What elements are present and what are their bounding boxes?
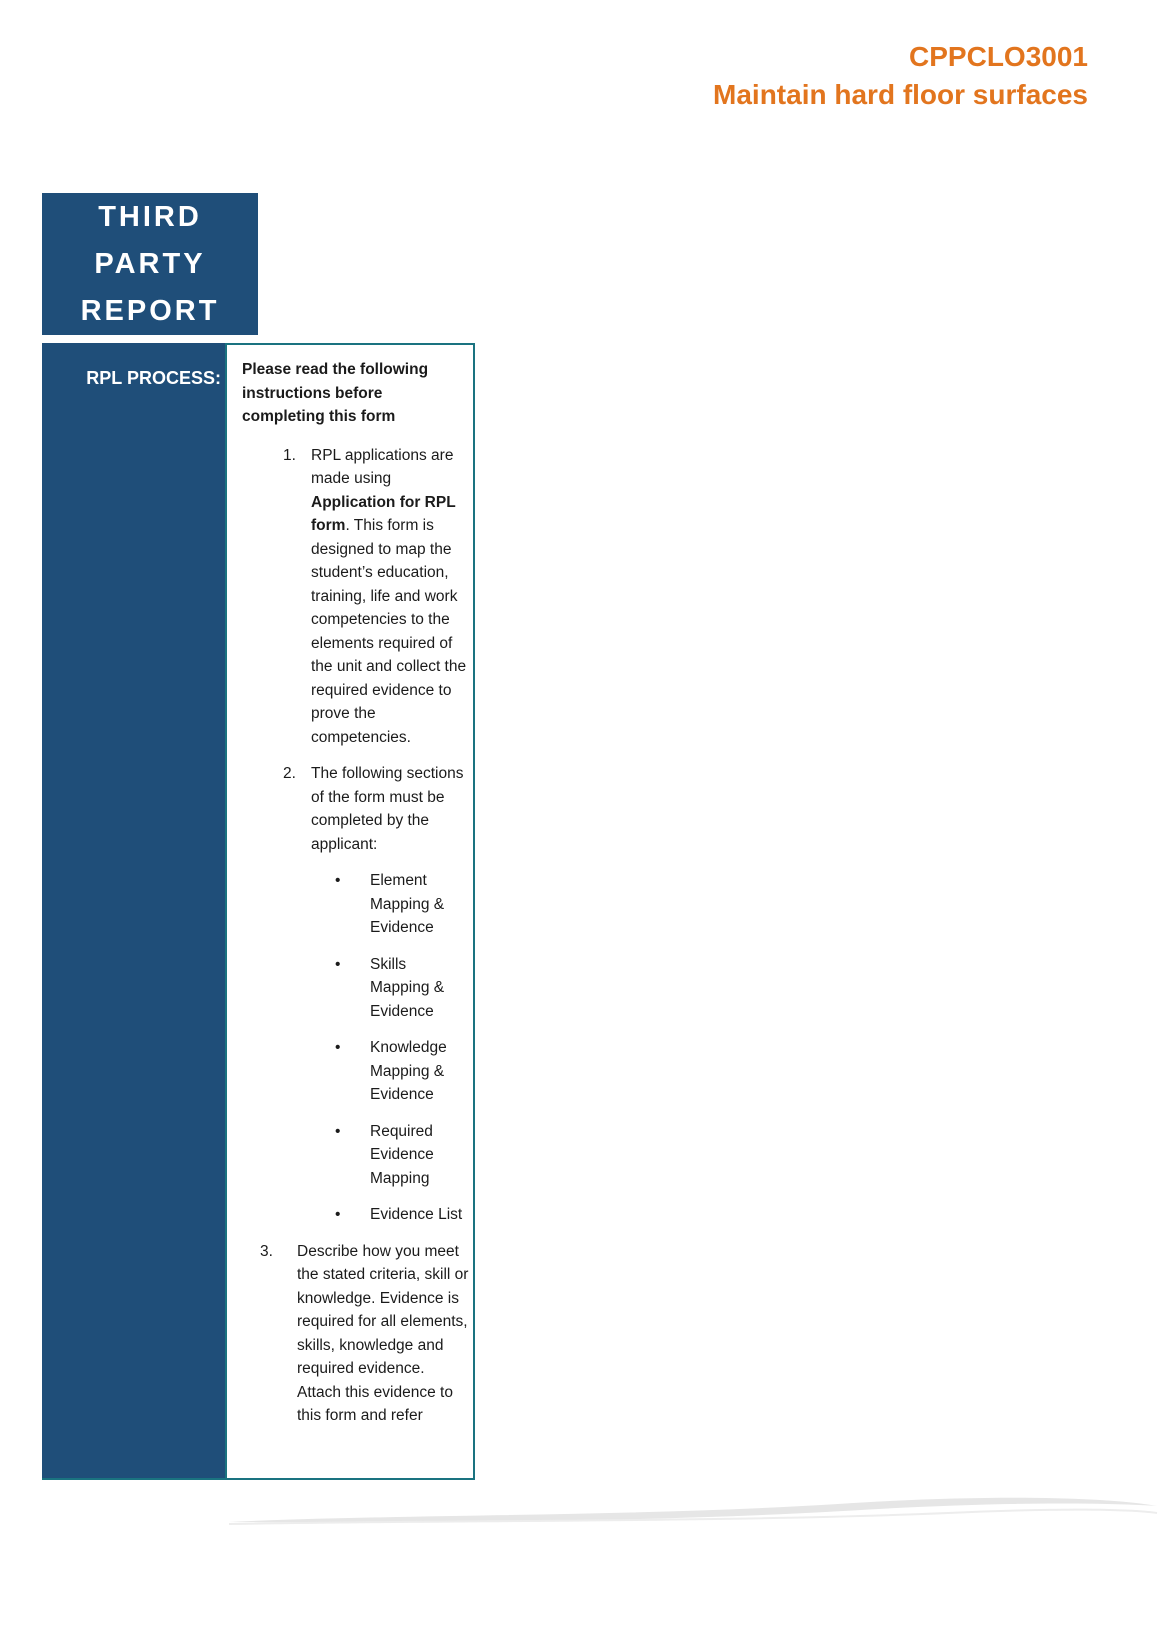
rpl-process-table (42, 343, 475, 1480)
unit-header (713, 38, 1088, 114)
bullet-marker: • (335, 1122, 341, 1140)
list-item (335, 1036, 469, 1107)
bullet-label: Knowledge Mapping & Evidence (370, 1039, 447, 1103)
list-item (335, 869, 469, 940)
form-sections-bullet-list (335, 869, 469, 1227)
item-text: Describe how you meet the stated criteria, skill or knowledge. Evidence is required for all elements, skills, knowledge and required evidence. Attach this evidence to this form and refer (297, 1242, 469, 1424)
bullet-label: Evidence List (370, 1206, 463, 1223)
numbered-item-2 (283, 762, 469, 856)
bullet-label: Skills Mapping & Evidence (370, 955, 445, 1020)
bullet-marker: • (335, 872, 341, 889)
item-text-run: . This form is designed to map the student’s education, training, life and work competencies to the elements required of the unit and collect the required evidence to prove the competencies. (311, 517, 467, 746)
decorative-swoosh (228, 1489, 1158, 1529)
banner-line-3: REPORT (80, 294, 220, 327)
bullet-label: Required Evidence Mapping (370, 1122, 434, 1187)
bullet-marker: • (335, 955, 341, 973)
item-number: 2. (283, 765, 296, 782)
numbered-item-1 (283, 444, 469, 750)
item-number: 3. (260, 1242, 273, 1260)
unit-title: Maintain hard floor surfaces (713, 79, 1088, 110)
banner-line-1: THIRD (98, 200, 202, 233)
item-number: 1. (283, 446, 296, 464)
instructions-heading: Please read the following instructions before completing this form (242, 361, 429, 425)
bullet-marker: • (335, 1039, 341, 1056)
list-item (335, 953, 469, 1024)
bullet-label: Element Mapping & Evidence (370, 872, 445, 936)
bullet-marker: • (335, 1206, 341, 1223)
item-text (311, 444, 469, 750)
list-item (335, 1120, 469, 1191)
third-party-report-banner (42, 193, 258, 335)
item-text-run: RPL applications are made using (311, 446, 454, 487)
rpl-process-label: RPL PROCESS: (86, 368, 221, 388)
instructions-cell (225, 343, 475, 1480)
item-text: The following sections of the form must be completed by the applicant: (311, 765, 464, 853)
banner-line-2: PARTY (94, 247, 206, 280)
numbered-item-3 (260, 1240, 469, 1428)
item-text-bold-run: Application for RPL form (311, 493, 456, 534)
unit-code: CPPCLO3001 (909, 41, 1088, 72)
rpl-process-sidebar (42, 343, 225, 1480)
list-item (335, 1203, 469, 1227)
